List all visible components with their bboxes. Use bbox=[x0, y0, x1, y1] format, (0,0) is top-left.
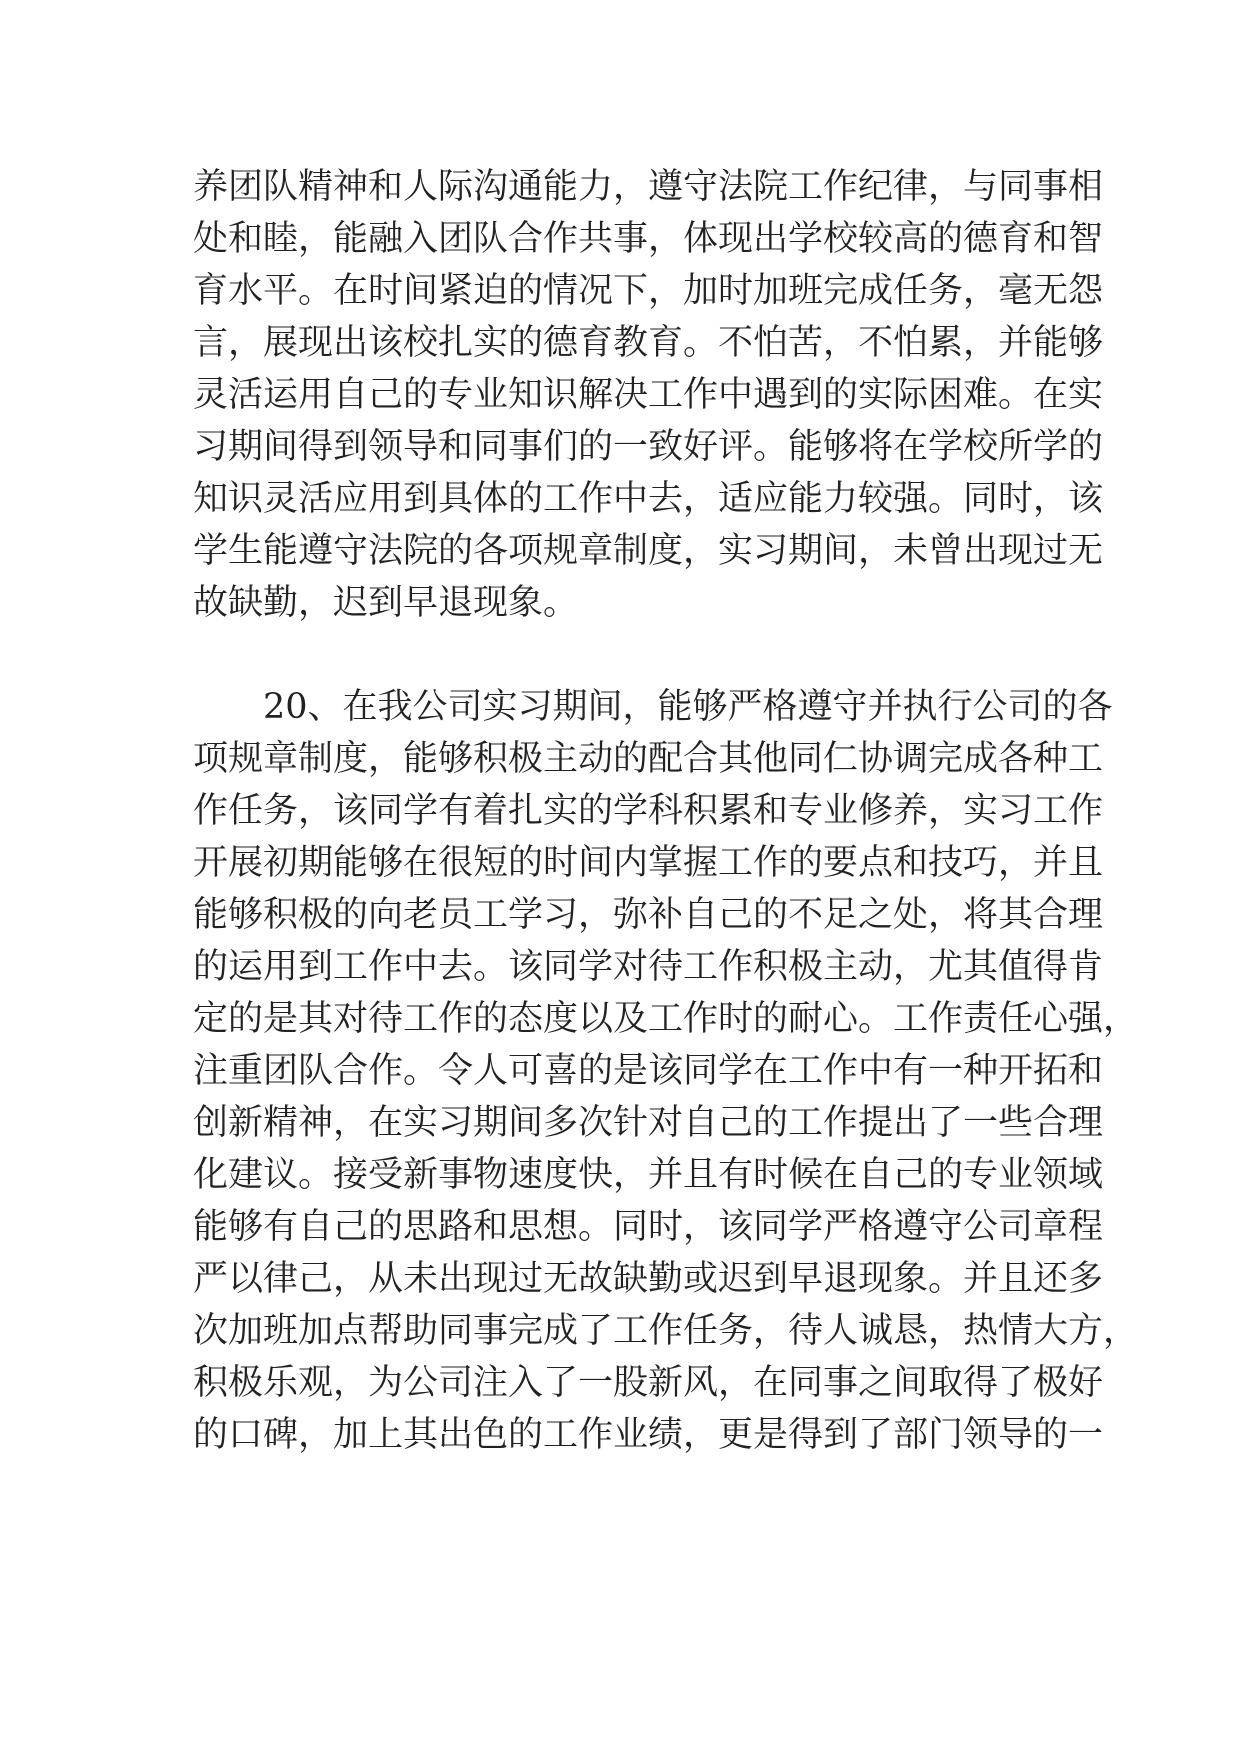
text-line: 严以律己，从未出现过无故缺勤或迟到早退现象。并且还多 bbox=[193, 1259, 1104, 1299]
text-line: 次加班加点帮助同事完成了工作任务，待人诚恳，热情大方， bbox=[193, 1311, 1139, 1351]
text-line: 处和睦，能融入团队合作共事，体现出学校较高的德育和智 bbox=[193, 219, 1104, 259]
text-line: 创新精神，在实习期间多次针对自己的工作提出了一些合理 bbox=[193, 1103, 1104, 1143]
text-line: 的口碑，加上其出色的工作业绩，更是得到了部门领导的一 bbox=[193, 1415, 1104, 1455]
text-line: 项规章制度，能够积极主动的配合其他同仁协调完成各种工 bbox=[193, 739, 1104, 779]
text-line: 能够积极的向老员工学习，弥补自己的不足之处，将其合理 bbox=[193, 895, 1104, 935]
text-line: 20、在我公司实习期间，能够严格遵守并执行公司的各 bbox=[193, 687, 1113, 727]
paragraph-item-20 bbox=[193, 681, 1139, 1461]
text-line: 育水平。在时间紧迫的情况下，加时加班完成任务，毫无怨 bbox=[193, 271, 1104, 311]
text-line: 言，展现出该校扎实的德育教育。不怕苦，不怕累，并能够 bbox=[193, 323, 1104, 363]
text-line: 能够有自己的思路和思想。同时，该同学严格遵守公司章程 bbox=[193, 1207, 1104, 1247]
text-line: 开展初期能够在很短的时间内掌握工作的要点和技巧，并且 bbox=[193, 843, 1104, 883]
text-line: 学生能遵守法院的各项规章制度，实习期间，未曾出现过无 bbox=[193, 531, 1104, 571]
text-line: 积极乐观，为公司注入了一股新风，在同事之间取得了极好 bbox=[193, 1363, 1104, 1403]
text-line: 养团队精神和人际沟通能力，遵守法院工作纪律，与同事相 bbox=[193, 167, 1104, 207]
text-line: 作任务，该同学有着扎实的学科积累和专业修养，实习工作 bbox=[193, 791, 1104, 831]
text-line: 注重团队合作。令人可喜的是该同学在工作中有一种开拓和 bbox=[193, 1051, 1104, 1091]
text-line: 习期间得到领导和同事们的一致好评。能够将在学校所学的 bbox=[193, 427, 1104, 467]
text-line: 灵活运用自己的专业知识解决工作中遇到的实际困难。在实 bbox=[193, 375, 1104, 415]
text-line: 化建议。接受新事物速度快，并且有时候在自己的专业领域 bbox=[193, 1155, 1104, 1195]
text-line: 知识灵活应用到具体的工作中去，适应能力较强。同时，该 bbox=[193, 479, 1104, 519]
paragraph-continued bbox=[193, 161, 1104, 629]
text-line: 定的是其对待工作的态度以及工作时的耐心。工作责任心强， bbox=[193, 999, 1139, 1039]
text-line: 的运用到工作中去。该同学对待工作积极主动，尤其值得肯 bbox=[193, 947, 1104, 987]
text-line: 故缺勤，迟到早退现象。 bbox=[193, 583, 579, 623]
